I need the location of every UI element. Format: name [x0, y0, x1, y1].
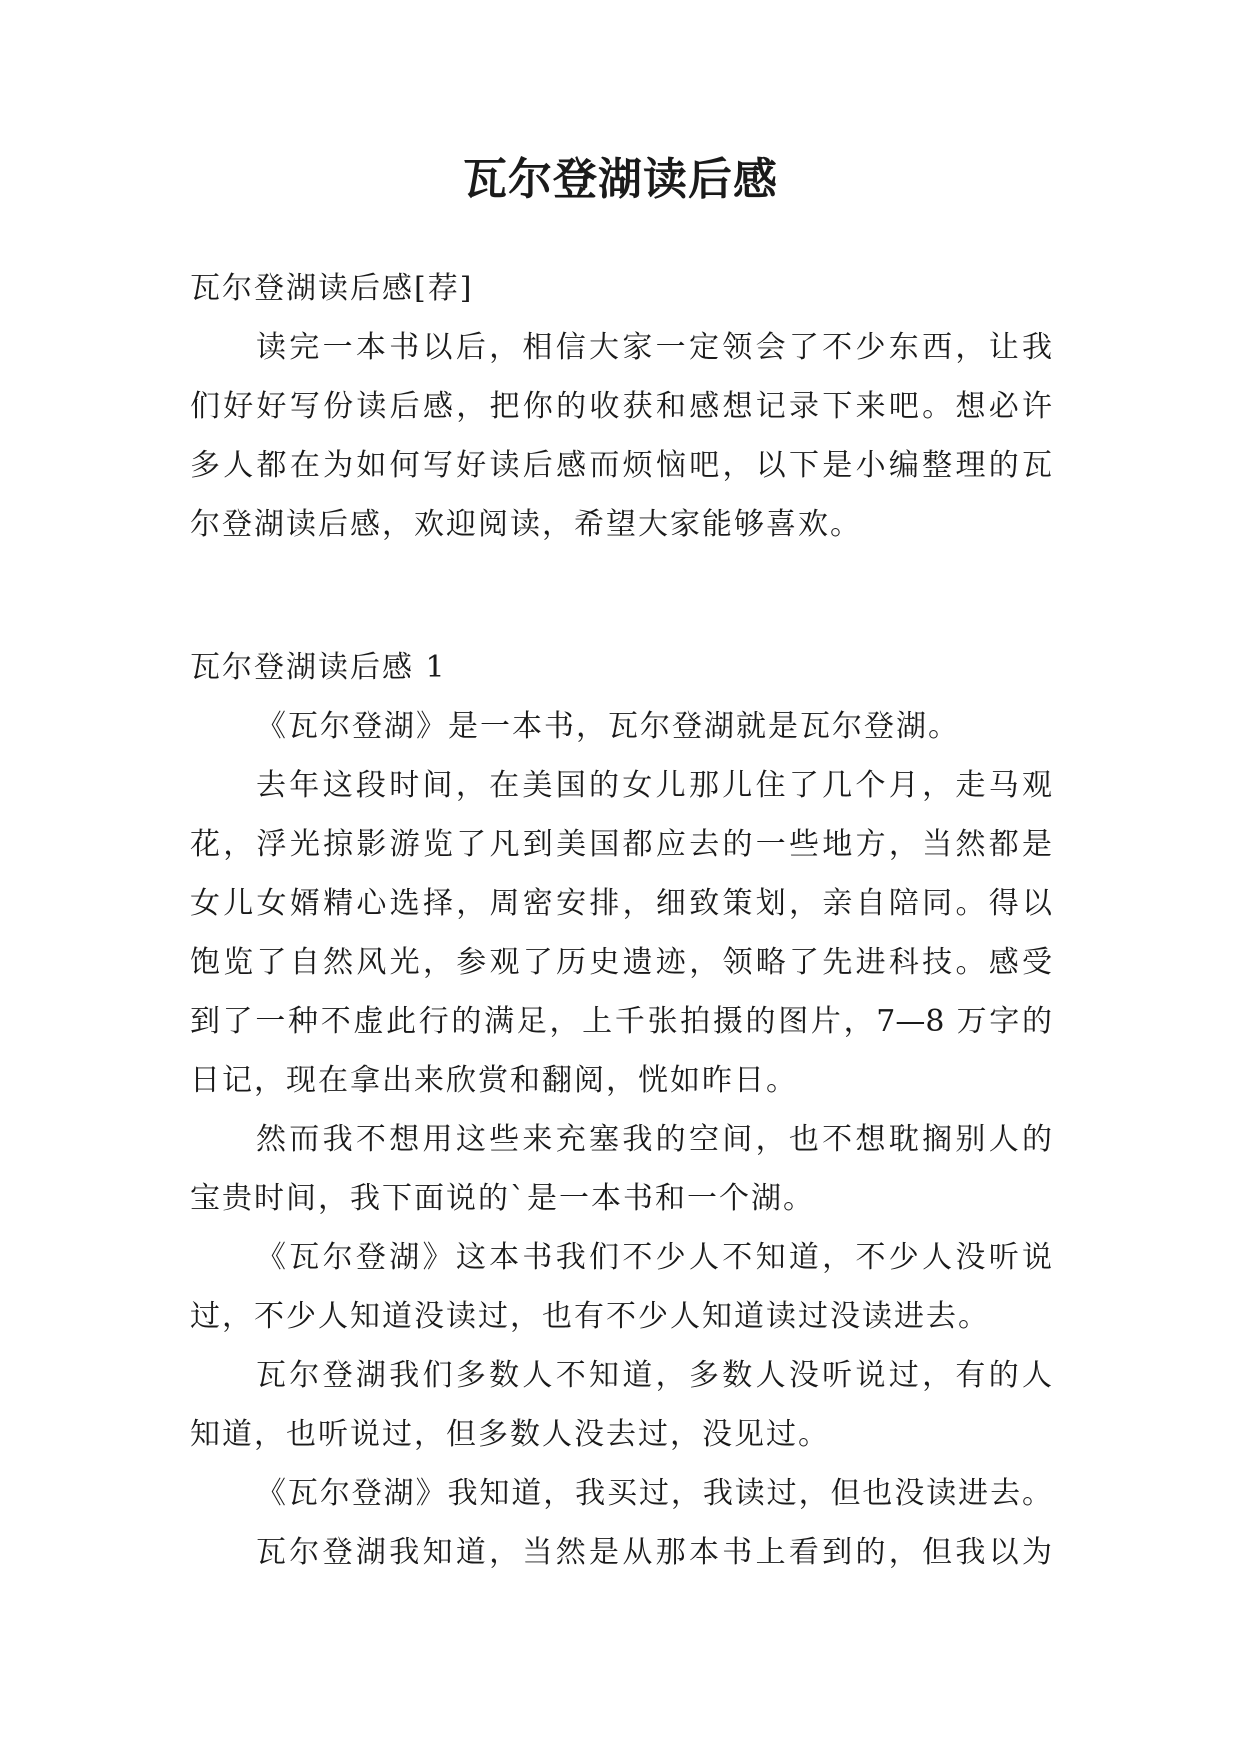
paragraph-line: 《瓦尔登湖》是一本书，瓦尔登湖就是瓦尔登湖。 — [256, 709, 960, 744]
intro-line: 读完一本书以后，相信大家一定领会了不少东西，让我 — [256, 330, 1052, 365]
paragraph-line: 然而我不想用这些来充塞我的空间，也不想耽搁别人的 — [256, 1122, 1052, 1157]
paragraph-line: 瓦尔登湖我知道，当然是从那本书上看到的，但我以为 — [256, 1535, 1052, 1570]
document-title: 瓦尔登湖读后感 — [463, 154, 778, 205]
section-heading: 瓦尔登湖读后感 1 — [190, 650, 447, 685]
paragraph-line: 过，不少人知道没读过，也有不少人知道读过没读进去。 — [190, 1299, 990, 1334]
paragraph-line: 去年这段时间，在美国的女儿那儿住了几个月，走马观 — [256, 768, 1052, 803]
paragraph-line: 《瓦尔登湖》我知道，我买过，我读过，但也没读进去。 — [256, 1476, 1052, 1511]
intro-line: 多人都在为如何写好读后感而烦恼吧，以下是小编整理的瓦 — [190, 448, 1052, 483]
paragraph-line: 瓦尔登湖我们多数人不知道，多数人没听说过，有的人 — [256, 1358, 1052, 1393]
subtitle: 瓦尔登湖读后感[荐] — [190, 271, 474, 306]
paragraph-line: 到了一种不虚此行的满足，上千张拍摄的图片，7—8 万字的 — [190, 1004, 1052, 1039]
paragraph-line: 《瓦尔登湖》这本书我们不少人不知道，不少人没听说 — [256, 1240, 1052, 1275]
intro-line: 们好好写份读后感，把你的收获和感想记录下来吧。想必许 — [190, 389, 1052, 424]
paragraph-line: 女儿女婿精心选择，周密安排，细致策划，亲自陪同。得以 — [190, 886, 1052, 921]
paragraph-line: 宝贵时间，我下面说的`是一本书和一个湖。 — [190, 1181, 815, 1216]
document-body — [190, 259, 1052, 1582]
paragraph-line: 饱览了自然风光，参观了历史遗迹，领略了先进科技。感受 — [190, 945, 1052, 980]
paragraph-line: 知道，也听说过，但多数人没去过，没见过。 — [190, 1417, 830, 1452]
intro-line: 尔登湖读后感，欢迎阅读，希望大家能够喜欢。 — [190, 507, 862, 542]
paragraph-line: 日记，现在拿出来欣赏和翻阅，恍如昨日。 — [190, 1063, 798, 1098]
paragraph-gap — [190, 554, 1052, 638]
paragraph-line: 花，浮光掠影游览了凡到美国都应去的一些地方，当然都是 — [190, 827, 1052, 862]
